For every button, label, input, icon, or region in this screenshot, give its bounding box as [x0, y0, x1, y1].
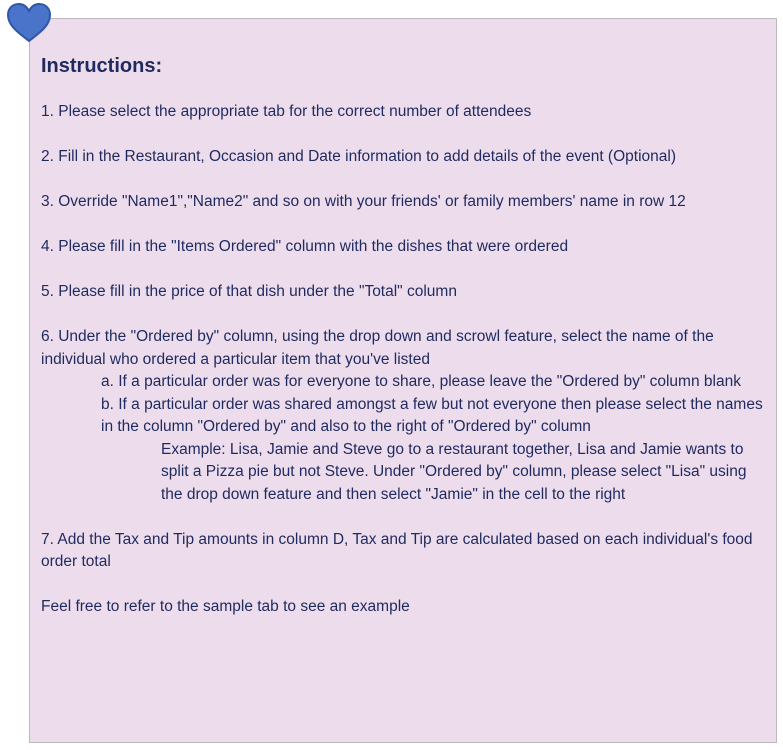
- step-6b-example: Example: Lisa, Jamie and Steve go to a restaurant together, Lisa and Jamie wants to split a Pizza pie but not Steve. Under "Ordered by" column, please select "Lisa" using the drop down feature and then select "Jamie" in the cell to the right: [161, 440, 747, 503]
- instructions-panel: [29, 18, 777, 743]
- step-6: 6. Under the "Ordered by" column, using the drop down and scrowl feature, select the name of the individual who ordered a particular item that you've listed: [41, 328, 714, 368]
- step-7: 7. Add the Tax and Tip amounts in column D, Tax and Tip are calculated based on each individual's food order total: [41, 530, 753, 570]
- instructions-content: [41, 53, 765, 641]
- step-1: 1. Please select the appropriate tab for the correct number of attendees: [41, 103, 532, 120]
- step-2: 2. Fill in the Restaurant, Occasion and Date information to add details of the event (Optional): [41, 148, 676, 165]
- step-3: 3. Override "Name1","Name2" and so on with your friends' or family members' name in row 12: [41, 193, 686, 210]
- footer-note: Feel free to refer to the sample tab to see an example: [41, 598, 410, 615]
- step-6a: a. If a particular order was for everyone to share, please leave the "Ordered by" column blank: [101, 373, 741, 390]
- step-6b: b. If a particular order was shared amongst a few but not everyone then please select the names in the column "Ordered by" and also to the right of "Ordered by" column: [101, 395, 763, 435]
- step-4: 4. Please fill in the "Items Ordered" column with the dishes that were ordered: [41, 238, 569, 255]
- heart-icon: [5, 2, 53, 44]
- step-5: 5. Please fill in the price of that dish under the "Total" column: [41, 283, 457, 300]
- instructions-title: Instructions:: [41, 55, 163, 77]
